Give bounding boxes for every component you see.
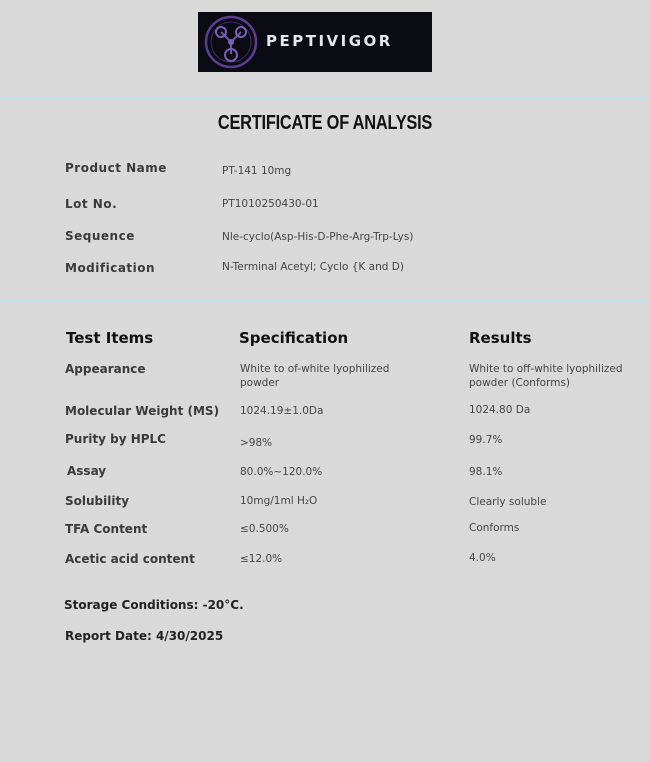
table-row-result: 1024.80 Da (469, 404, 531, 416)
info-value-sequence: Nle-cyclo(Asp-His-D-Phe-Arg-Trp-Lys) (222, 231, 414, 243)
table-row-spec: 10mg/1ml H₂O (240, 495, 318, 507)
info-label-lot-no: Lot No. (65, 197, 118, 211)
table-row-spec: >98% (240, 437, 273, 449)
column-header-test-items: Test Items (66, 329, 154, 347)
table-row-spec: ≤0.500% (240, 523, 289, 535)
divider (0, 98, 650, 99)
table-row-item: TFA Content (65, 522, 148, 536)
brand-logo (198, 12, 432, 72)
table-row-item: Solubility (65, 494, 130, 508)
report-date: Report Date: 4/30/2025 (65, 629, 224, 643)
table-row-result: Conforms (469, 522, 520, 534)
table-row-spec: ≤12.0% (240, 553, 283, 565)
table-row-spec: 80.0%~120.0% (240, 466, 323, 478)
table-row-result: Clearly soluble (469, 496, 547, 508)
table-row-result: White to off-white lyophilized powder (Conforms) (469, 363, 623, 389)
divider (0, 300, 650, 301)
info-value-lot-no: PT1010250430-01 (222, 198, 319, 210)
molecule-logo-icon (203, 14, 259, 70)
divider (0, 581, 650, 582)
table-row-item: Acetic acid content (65, 552, 195, 566)
column-header-results: Results (469, 329, 532, 347)
table-row-spec: 1024.19±1.0Da (240, 405, 324, 417)
table-row-result: 98.1% (469, 466, 503, 478)
storage-conditions: Storage Conditions: -20°C. (64, 598, 244, 612)
info-label-modification: Modification (65, 261, 156, 275)
table-row-result: 99.7% (469, 434, 503, 446)
info-value-modification: N-Terminal Acetyl; Cyclo {K and D) (222, 261, 404, 273)
table-row-item: Assay (67, 464, 107, 478)
table-row-item: Purity by HPLC (65, 432, 166, 446)
table-row-item: Appearance (65, 362, 146, 376)
table-row-spec: White to of-white lyophilized powder (240, 363, 390, 389)
table-row-result: 4.0% (469, 552, 496, 564)
brand-name: PEPTIVIGOR (266, 32, 393, 50)
info-label-product-name: Product Name (65, 161, 167, 175)
info-value-product-name: PT-141 10mg (222, 165, 292, 177)
column-header-specification: Specification (239, 329, 349, 347)
document-title: CERTIFICATE OF ANALYSIS (217, 112, 433, 134)
info-label-sequence: Sequence (65, 229, 135, 243)
table-row-item: Molecular Weight (MS) (65, 404, 220, 418)
